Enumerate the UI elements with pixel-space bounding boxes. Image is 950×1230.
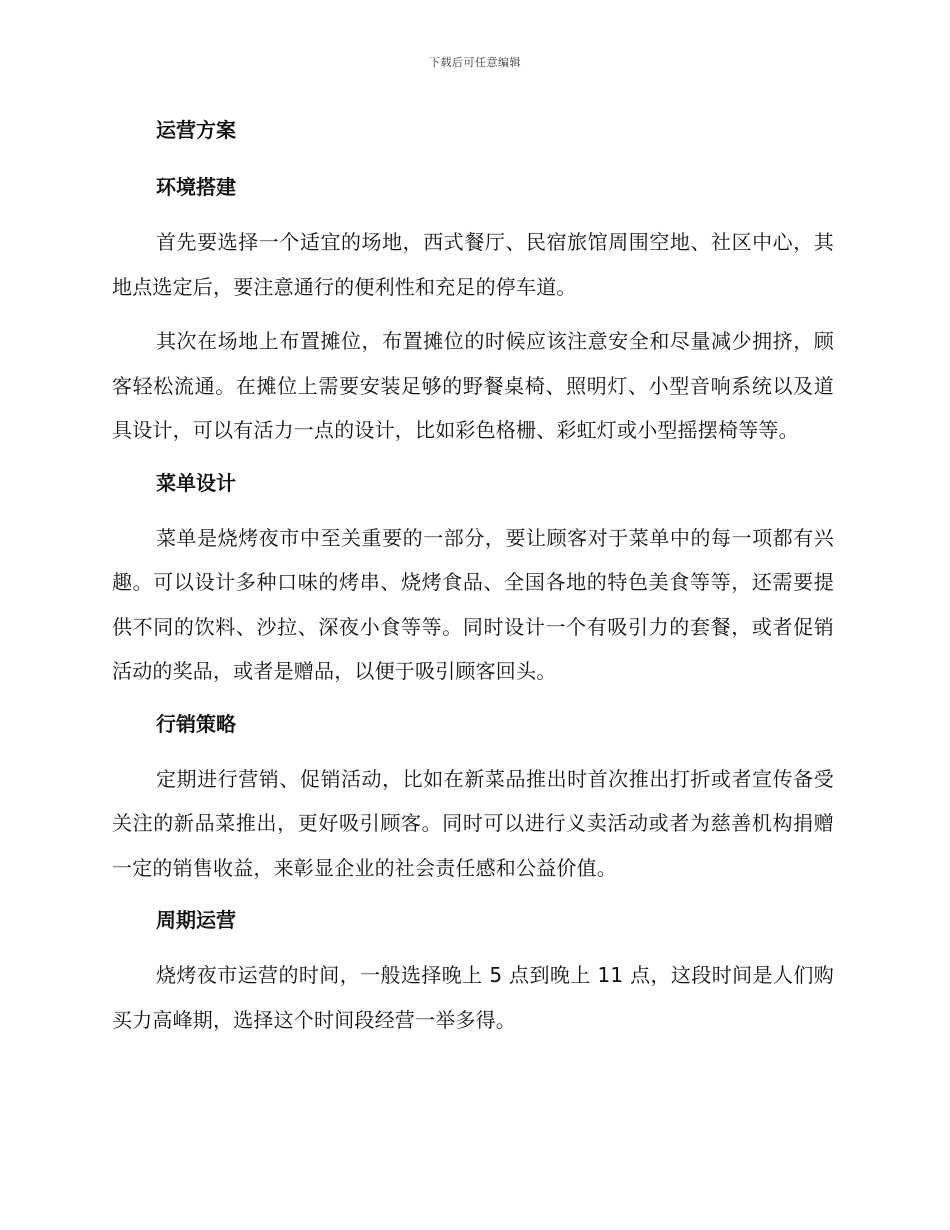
paragraph: 首先要选择一个适宜的场地，西式餐厅、民宿旅馆周围空地、社区中心，其地点选定后，要注意通行的便利性和充足的停车道。 (112, 230, 834, 299)
paragraph: 菜单是烧烤夜市中至关重要的一部分，要让顾客对于菜单中的每一项都有兴趣。可以设计多种口味的烤串、烧烤食品、全国各地的特色美食等等，还需要提供不同的饮料、沙拉、深夜小食等等。同时设计一个有吸引力的套餐，或者促销活动的奖品，或者是赠品，以便于吸引顾客回头。 (112, 525, 834, 683)
document-title: 运营方案 (156, 118, 236, 142)
paragraph: 其次在场地上布置摊位，布置摊位的时候应该注意安全和尽量减少拥挤，顾客轻松流通。在摊位上需要安装足够的野餐桌椅、照明灯、小型音响系统以及道具设计，可以有活力一点的设计，比如彩色格栅、彩虹灯或小型摇摆椅等等。 (112, 329, 834, 442)
header-note: 下载后可任意编辑 (429, 56, 521, 69)
section-heading-marketing: 行销策略 (156, 711, 236, 736)
section-heading-operation: 周期运营 (156, 908, 236, 932)
paragraph: 烧烤夜市运营的时间，一般选择晚上 5 点到晚上 11 点，这段时间是人们购买力高峰期，选择这个时间段经营一举多得。 (112, 963, 834, 1032)
paragraph: 定期进行营销、促销活动，比如在新菜品推出时首次推出打折或者宣传备受关注的新品菜推出，更好吸引顾客。同时可以进行义卖活动或者为慈善机构捐赠一定的销售收益，来彰显企业的社会责任感和公益价值。 (112, 766, 834, 880)
section-heading-menu: 菜单设计 (156, 470, 236, 495)
document-body (112, 110, 834, 1052)
section-heading-environment: 环境搭建 (156, 175, 236, 199)
